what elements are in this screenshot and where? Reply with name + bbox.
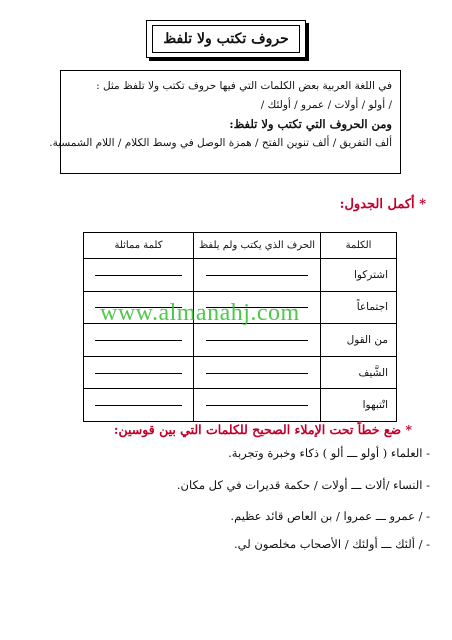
section-heading-complete-table: * أكمل الجدول: — [339, 197, 426, 212]
answer-blank[interactable] — [84, 389, 194, 422]
section-heading-underline: * ضع خطاً تحت الإملاء الصحيح للكلمات التي بين قوسين: — [113, 422, 412, 437]
table-row — [84, 356, 397, 389]
info-line-4: ألف التفريق / ألف تنوين الفتح / همزة الوصل في وسط الكلام / اللام الشمسية. — [49, 137, 392, 149]
answer-blank[interactable] — [194, 356, 321, 389]
question-line: - / ألئك ـــ أولئك / الأصحاب مخلصون لي. — [233, 537, 430, 551]
info-box — [49, 70, 401, 174]
table-row — [84, 324, 397, 357]
answer-blank[interactable] — [84, 356, 194, 389]
info-line-1: في اللغة العربية بعض الكلمات التي فيها حروف تكتب ولا تلفظ مثل : — [96, 80, 392, 92]
table-row — [84, 259, 397, 292]
question-line: - / عمرو ـــ عمروا / بن العاص قائد عظيم. — [230, 509, 430, 523]
question-line: - النساء /ألات ـــ أولات / حكمة قديرات في كل مكان. — [176, 478, 430, 492]
table-word: اشتركوا — [321, 259, 397, 292]
table-word: انْتبهوا — [321, 389, 397, 422]
table-word: اجتماعاً — [321, 291, 397, 324]
page-title: حروف تكتب ولا تلفظ — [152, 25, 300, 53]
header-silent-letter: الحرف الذي يكتب ولم يلفظ — [194, 233, 321, 259]
header-word: الكلمة — [321, 233, 397, 259]
answer-blank[interactable] — [84, 324, 194, 357]
table-word: الشَّيف — [321, 356, 397, 389]
info-line-2: / أولو / أولات / عمرو / أولئك / — [260, 99, 392, 111]
table-header-row — [84, 233, 397, 259]
answer-blank[interactable] — [194, 389, 321, 422]
table-row — [84, 389, 397, 422]
answer-blank[interactable] — [84, 259, 194, 292]
table-word: من القول — [321, 324, 397, 357]
info-line-3: ومن الحروف التي تكتب ولا تلفظ: — [229, 117, 392, 131]
title-box — [146, 20, 306, 58]
question-line: - العلماء ( أولو ـــ ألو ) ذكاء وخبرة وتجربة. — [228, 446, 430, 460]
answer-blank[interactable] — [194, 259, 321, 292]
watermark: www.almanahj.com — [100, 300, 300, 326]
header-similar-word: كلمة مماثلة — [84, 233, 194, 259]
answer-blank[interactable] — [194, 324, 321, 357]
